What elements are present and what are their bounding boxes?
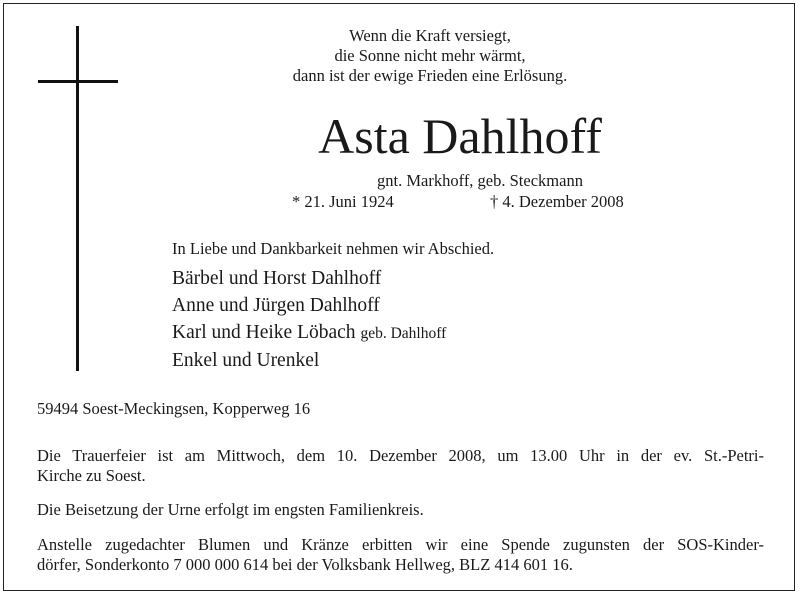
farewell-text: In Liebe und Dankbarkeit nehmen wir Abschied.: [172, 239, 495, 258]
birth-date: * 21. Juni 1924: [292, 192, 394, 211]
mourner-entry: [172, 265, 446, 292]
mourner-entry: [172, 347, 446, 374]
mourner-entry: [172, 319, 446, 347]
mourner-name: Anne und Jürgen Dahlhoff: [172, 295, 380, 316]
mourner-name: Enkel und Urenkel: [172, 350, 320, 371]
cross-icon-bar: [38, 80, 118, 83]
notice-line: Kirche zu Soest.: [37, 466, 146, 485]
motto: [240, 26, 620, 86]
motto-line: die Sonne nicht mehr wärmt,: [334, 46, 526, 65]
mourner-name: Bärbel und Horst Dahlhoff: [172, 268, 382, 289]
mourners-list: [172, 265, 446, 374]
mourner-maiden-name: geb. Dahlhoff: [360, 325, 447, 342]
burial-notice: [37, 500, 764, 520]
cross-icon: [76, 26, 79, 371]
notice-line: Anstelle zugedachter Blumen und Kränze erbitten wir eine Spende zugunsten der SOS-Kinder-: [37, 535, 764, 554]
motto-line: Wenn die Kraft versiegt,: [349, 26, 511, 45]
funeral-service-notice: [37, 446, 764, 486]
mourner-entry: [172, 292, 446, 319]
family-address: 59494 Soest-Meckingsen, Kopperweg 16: [37, 399, 311, 418]
deceased-name: Asta Dahlhoff: [318, 108, 602, 164]
notice-line: dörfer, Sonderkonto 7 000 000 614 bei der Volksbank Hellweg, BLZ 414 601 16.: [37, 555, 573, 574]
motto-line: dann ist der ewige Frieden eine Erlösung.: [292, 66, 568, 85]
death-date: † 4. Dezember 2008: [490, 192, 624, 211]
notice-line: Die Beisetzung der Urne erfolgt im engsten Familienkreis.: [37, 500, 424, 519]
notice-line: Die Trauerfeier ist am Mittwoch, dem 10. Dezember 2008, um 13.00 Uhr in der ev. St.-Petri-: [37, 446, 764, 465]
mourner-name: Karl und Heike Löbach: [172, 322, 356, 343]
deceased-maiden-names: gnt. Markhoff, geb. Steckmann: [377, 171, 583, 190]
donation-notice: [37, 535, 764, 575]
